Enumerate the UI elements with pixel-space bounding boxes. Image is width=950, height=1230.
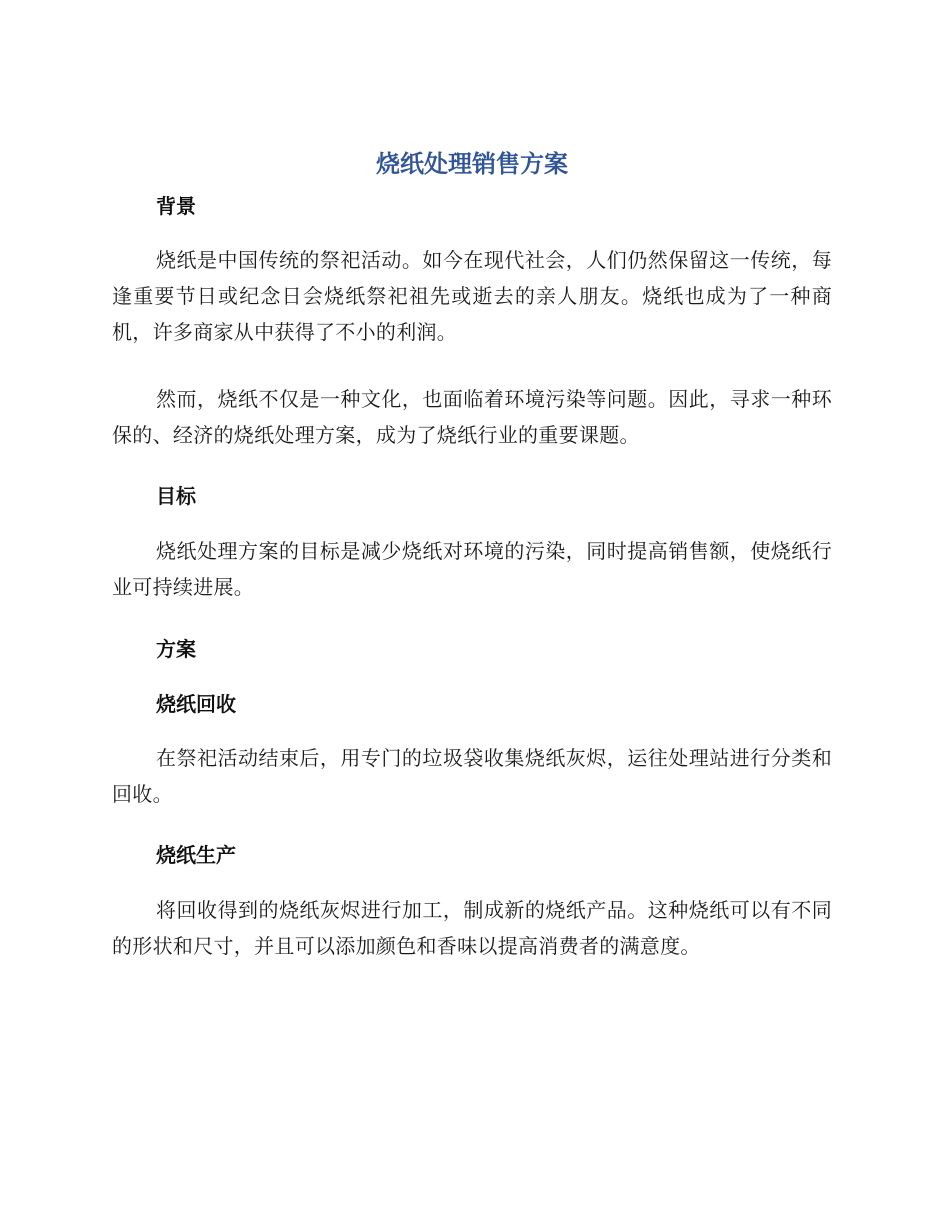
paragraph-background-1: 烧纸是中国传统的祭祀活动。如今在现代社会，人们仍然保留这一传统，每逢重要节日或纪念日会烧纸祭祀祖先或逝去的亲人朋友。烧纸也成为了一种商机，许多商家从中获得了不小的利润。 (112, 248, 832, 344)
document-title: 烧纸处理销售方案 (376, 150, 568, 178)
paragraph-recycling: 在祭祀活动结束后，用专门的垃圾袋收集烧纸灰烬，运往处理站进行分类和回收。 (112, 746, 832, 806)
section-heading-background: 背景 (156, 194, 196, 218)
section-heading-plan: 方案 (156, 637, 196, 661)
section-heading-recycling: 烧纸回收 (156, 692, 236, 716)
paragraph-background-2: 然而，烧纸不仅是一种文化，也面临着环境污染等问题。因此，寻求一种环保的、经济的烧纸处理方案，成为了烧纸行业的重要课题。 (112, 387, 832, 447)
paragraph-production: 将回收得到的烧纸灰烬进行加工，制成新的烧纸产品。这种烧纸可以有不同的形状和尺寸，并且可以添加颜色和香味以提高消费者的满意度。 (112, 898, 832, 958)
section-heading-goal: 目标 (156, 484, 196, 508)
paragraph-goal: 烧纸处理方案的目标是减少烧纸对环境的污染，同时提高销售额，使烧纸行业可持续进展。 (112, 539, 832, 599)
section-heading-production: 烧纸生产 (156, 843, 236, 867)
